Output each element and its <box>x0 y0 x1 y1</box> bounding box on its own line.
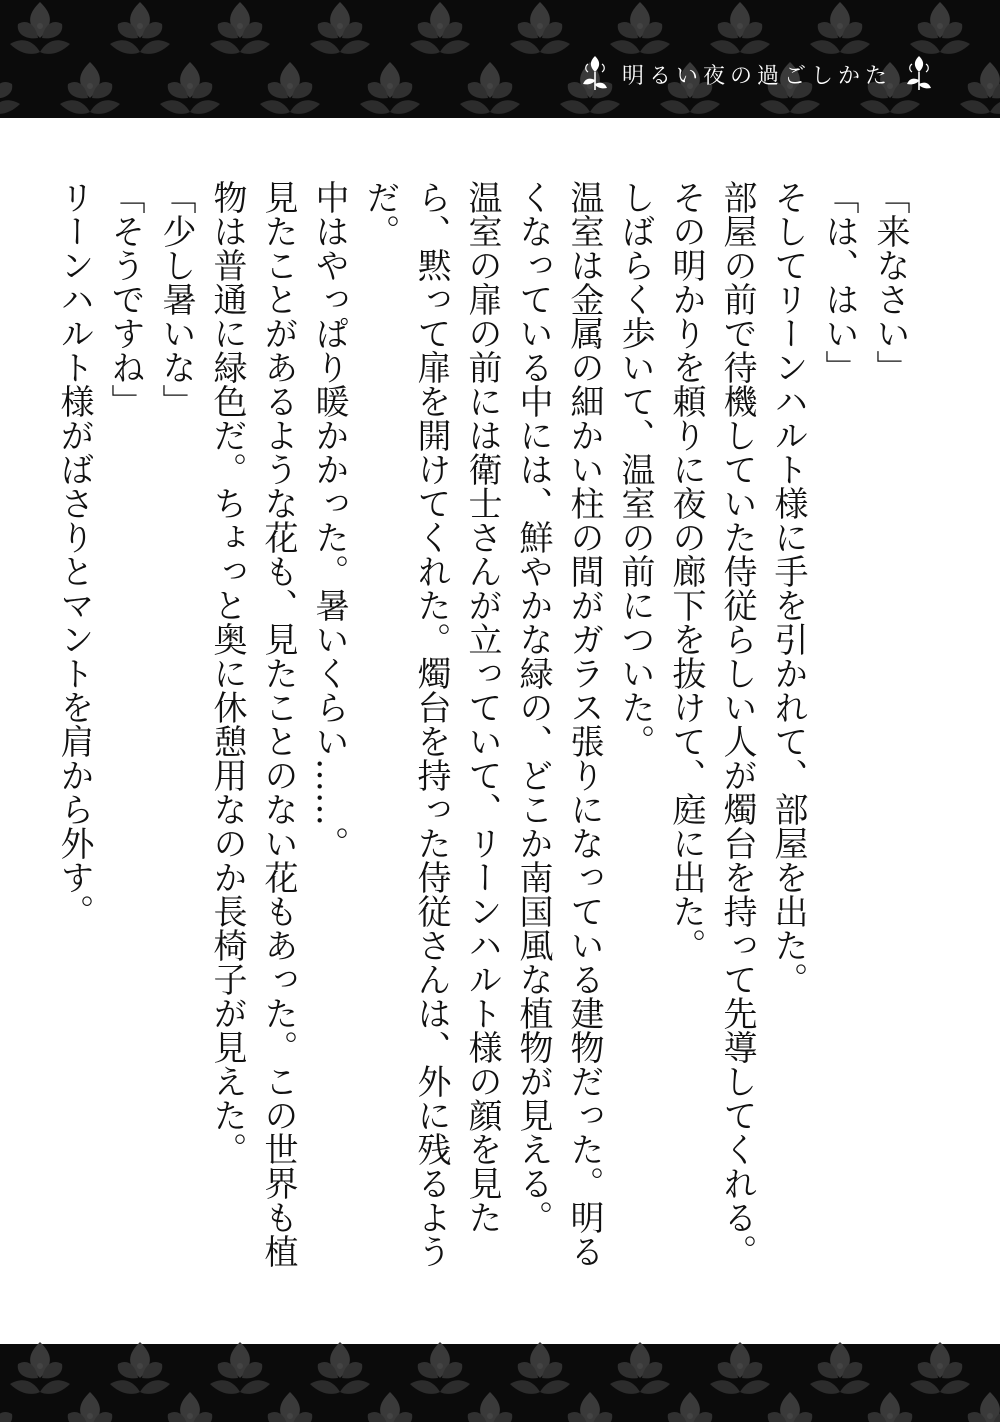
paragraph: 見たことがあるような花も、見たことのない花もあった。この世界も植物は普通に緑色だ。ちょっと奥に休憩用なのか長椅子が見えた。 <box>207 180 298 1268</box>
paragraph: 中はやっぱり暖かかった。暑いくらい……。 <box>309 180 349 860</box>
flower-icon <box>904 54 934 94</box>
paragraph: そしてリーンハルト様に手を引かれて、部屋を出た。 <box>768 180 808 996</box>
paragraph: 温室の扉の前には衛士さんが立っていて、リーンハルト様の顔を見たら、黙って扉を開けてくれた。燭台を持った侍従さんは、外に残るようだ。 <box>360 180 502 1268</box>
paragraph: 「来なさい」 <box>870 180 910 384</box>
paragraph: 「は、はい」 <box>819 180 859 384</box>
prose-column <box>48 180 915 1290</box>
paragraph: しばらく歩いて、温室の前についた。 <box>615 180 655 758</box>
paragraph: 部屋の前で待機していた侍従らしい人が燭台を持って先導してくれる。その明かりを頼りに夜の廊下を抜けて、庭に出た。 <box>666 180 757 1268</box>
paragraph: 温室は金属の細かい柱の間がガラス張りになっている建物だった。明るくなっている中には、鮮やかな緑の、どこか南国風な植物が見える。 <box>513 180 604 1268</box>
body-text <box>54 180 915 1290</box>
running-header <box>580 48 934 100</box>
footer-band <box>0 1344 1000 1422</box>
header-band <box>0 0 1000 118</box>
damask-pattern <box>0 1344 1000 1422</box>
running-title: 明るい夜の過ごしかた <box>621 63 892 89</box>
paragraph: リーンハルト様がばさりとマントを肩から外す。 <box>54 180 94 928</box>
paragraph: 「少し暑いな」 <box>156 180 196 418</box>
paragraph: 「そうですね」 <box>105 180 145 418</box>
flower-icon <box>580 54 610 94</box>
